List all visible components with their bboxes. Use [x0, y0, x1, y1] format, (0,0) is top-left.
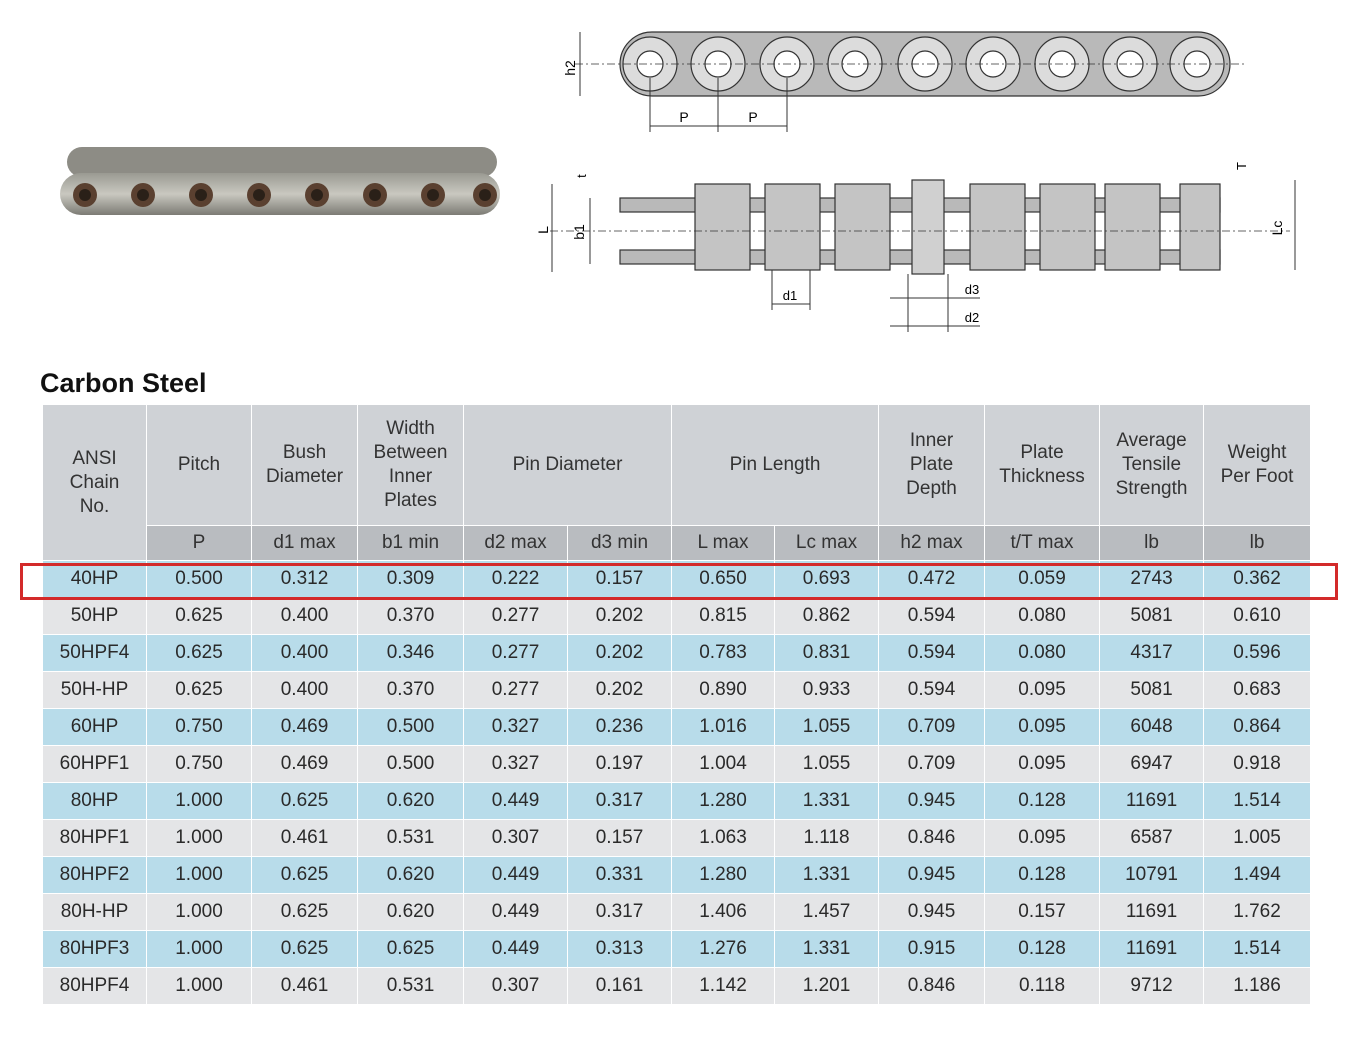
table-cell: 0.370 — [358, 598, 464, 635]
chain-photo — [55, 135, 515, 235]
subheader-cell: h2 max — [879, 526, 985, 561]
table-cell: 0.400 — [252, 635, 358, 672]
table-cell: 6947 — [1100, 746, 1204, 783]
chain-number-cell: 80HP — [43, 783, 147, 820]
header-width-between-plates: Width Between Inner Plates — [358, 405, 464, 526]
b1-label: b1 — [571, 224, 587, 240]
table-cell: 0.080 — [985, 598, 1100, 635]
table-cell: 6048 — [1100, 709, 1204, 746]
table-cell: 0.500 — [358, 746, 464, 783]
table-cell: 1.280 — [672, 857, 775, 894]
table-cell: 1.000 — [147, 968, 252, 1005]
header-weight-per-foot: Weight Per Foot — [1204, 405, 1311, 526]
table-cell: 1.331 — [775, 857, 879, 894]
table-cell: 0.831 — [775, 635, 879, 672]
table-cell: 0.469 — [252, 709, 358, 746]
table-cell: 0.709 — [879, 746, 985, 783]
table-cell: 0.362 — [1204, 561, 1311, 598]
table-cell: 0.594 — [879, 598, 985, 635]
table-cell: 0.317 — [568, 783, 672, 820]
table-cell: 0.312 — [252, 561, 358, 598]
table-cell: 0.277 — [464, 635, 568, 672]
header-bush-diameter: Bush Diameter — [252, 405, 358, 526]
t-label: t — [574, 174, 589, 178]
table-row — [43, 561, 1311, 598]
table-cell: 0.157 — [568, 561, 672, 598]
table-cell: 1.276 — [672, 931, 775, 968]
table-cell: 0.625 — [252, 783, 358, 820]
table-cell: 0.594 — [879, 635, 985, 672]
table-cell: 1.000 — [147, 894, 252, 931]
chain-number-cell: 50H-HP — [43, 672, 147, 709]
table-cell: 1.201 — [775, 968, 879, 1005]
d2-label: d2 — [964, 310, 980, 325]
table-cell: 0.331 — [568, 857, 672, 894]
table-cell: 0.309 — [358, 561, 464, 598]
table-cell: 1.055 — [775, 709, 879, 746]
table-cell: 0.620 — [358, 894, 464, 931]
table-cell: 0.683 — [1204, 672, 1311, 709]
table-cell: 1.055 — [775, 746, 879, 783]
section-title: Carbon Steel — [40, 368, 207, 398]
table-cell: 0.472 — [879, 561, 985, 598]
table-cell: 0.370 — [358, 672, 464, 709]
table-body — [43, 561, 1311, 1005]
table-cell: 1.000 — [147, 931, 252, 968]
chain-number-cell: 80HPF4 — [43, 968, 147, 1005]
table-cell: 0.750 — [147, 746, 252, 783]
table-cell: 0.933 — [775, 672, 879, 709]
table-cell: 1.331 — [775, 931, 879, 968]
table-cell: 1.142 — [672, 968, 775, 1005]
table-cell: 1.186 — [1204, 968, 1311, 1005]
table-cell: 1.514 — [1204, 783, 1311, 820]
subheader-cell: lb — [1204, 526, 1311, 561]
table-cell: 0.750 — [147, 709, 252, 746]
table-cell: 0.161 — [568, 968, 672, 1005]
table-row — [43, 635, 1311, 672]
table-cell: 5081 — [1100, 598, 1204, 635]
table-row — [43, 709, 1311, 746]
table-cell: 0.864 — [1204, 709, 1311, 746]
table-cell: 0.625 — [147, 635, 252, 672]
h2-label: h2 — [562, 60, 578, 76]
table-cell: 0.202 — [568, 672, 672, 709]
table-cell: 0.327 — [464, 709, 568, 746]
header-tensile-strength: Average Tensile Strength — [1100, 405, 1204, 526]
table-cell: 0.202 — [568, 635, 672, 672]
table-cell: 0.500 — [358, 709, 464, 746]
table-cell: 0.222 — [464, 561, 568, 598]
table-cell: 0.625 — [252, 931, 358, 968]
subheader-cell: b1 min — [358, 526, 464, 561]
header-pin-diameter: Pin Diameter — [464, 405, 672, 526]
chain-side-view-diagram — [535, 150, 1300, 340]
table-cell: 0.846 — [879, 968, 985, 1005]
header-plate-thickness: Plate Thickness — [985, 405, 1100, 526]
table-cell: 0.890 — [672, 672, 775, 709]
header-ansi: ANSI Chain No. — [43, 405, 147, 561]
table-cell: 0.625 — [358, 931, 464, 968]
subheader-cell: d2 max — [464, 526, 568, 561]
table-cell: 0.461 — [252, 968, 358, 1005]
table-cell: 0.915 — [879, 931, 985, 968]
subheader-cell: d3 min — [568, 526, 672, 561]
chain-number-cell: 50HP — [43, 598, 147, 635]
table-cell: 0.918 — [1204, 746, 1311, 783]
table-cell: 0.400 — [252, 672, 358, 709]
table-cell: 0.625 — [147, 672, 252, 709]
table-cell: 1.494 — [1204, 857, 1311, 894]
subheader-cell: d1 max — [252, 526, 358, 561]
table-cell: 0.594 — [879, 672, 985, 709]
table-cell: 0.531 — [358, 968, 464, 1005]
table-cell: 0.945 — [879, 894, 985, 931]
table-cell: 1.331 — [775, 783, 879, 820]
chain-number-cell: 60HPF1 — [43, 746, 147, 783]
table-cell: 6587 — [1100, 820, 1204, 857]
chain-top-view-diagram — [555, 18, 1255, 138]
subheader-cell: lb — [1100, 526, 1204, 561]
table-cell: 0.346 — [358, 635, 464, 672]
table-cell: 0.449 — [464, 783, 568, 820]
table-cell: 0.327 — [464, 746, 568, 783]
table-cell: 0.846 — [879, 820, 985, 857]
table-cell: 0.128 — [985, 783, 1100, 820]
table-cell: 0.620 — [358, 857, 464, 894]
subheader-cell: L max — [672, 526, 775, 561]
table-cell: 0.157 — [985, 894, 1100, 931]
table-cell: 0.236 — [568, 709, 672, 746]
table-cell: 0.531 — [358, 820, 464, 857]
table-cell: 1.004 — [672, 746, 775, 783]
table-cell: 0.197 — [568, 746, 672, 783]
table-cell: 0.449 — [464, 931, 568, 968]
table-cell: 0.095 — [985, 820, 1100, 857]
pitch-label-1: P — [679, 109, 689, 125]
table-cell: 0.449 — [464, 894, 568, 931]
table-cell: 4317 — [1100, 635, 1204, 672]
table-cell: 0.596 — [1204, 635, 1311, 672]
chain-number-cell: 80HPF2 — [43, 857, 147, 894]
table-cell: 1.514 — [1204, 931, 1311, 968]
table-cell: 11691 — [1100, 783, 1204, 820]
table-cell: 0.625 — [252, 894, 358, 931]
table-cell: 1.762 — [1204, 894, 1311, 931]
table-cell: 2743 — [1100, 561, 1204, 598]
table-cell: 1.406 — [672, 894, 775, 931]
table-cell: 0.400 — [252, 598, 358, 635]
table-cell: 0.307 — [464, 968, 568, 1005]
subheader-cell: P — [147, 526, 252, 561]
table-cell: 1.000 — [147, 820, 252, 857]
table-cell: 11691 — [1100, 931, 1204, 968]
header-pin-length: Pin Length — [672, 405, 879, 526]
table-cell: 1.457 — [775, 894, 879, 931]
table-cell: 0.095 — [985, 672, 1100, 709]
table-cell: 0.650 — [672, 561, 775, 598]
table-cell: 0.610 — [1204, 598, 1311, 635]
table-cell: 0.128 — [985, 931, 1100, 968]
chain-number-cell: 80H-HP — [43, 894, 147, 931]
table-cell: 0.449 — [464, 857, 568, 894]
table-cell: 0.277 — [464, 672, 568, 709]
table-cell: 10791 — [1100, 857, 1204, 894]
chain-number-cell: 40HP — [43, 561, 147, 598]
chain-number-cell: 80HPF1 — [43, 820, 147, 857]
subheader-cell: Lc max — [775, 526, 879, 561]
table-row — [43, 672, 1311, 709]
table-cell: 0.080 — [985, 635, 1100, 672]
table-row — [43, 598, 1311, 635]
table-cell: 0.945 — [879, 857, 985, 894]
table-row — [43, 894, 1311, 931]
table-row — [43, 968, 1311, 1005]
table-cell: 1.005 — [1204, 820, 1311, 857]
table-row — [43, 746, 1311, 783]
header-pitch: Pitch — [147, 405, 252, 526]
table-cell: 0.118 — [985, 968, 1100, 1005]
chain-number-cell: 60HP — [43, 709, 147, 746]
table-cell: 0.693 — [775, 561, 879, 598]
table-cell: 1.000 — [147, 857, 252, 894]
table-cell: 0.625 — [252, 857, 358, 894]
table-cell: 0.461 — [252, 820, 358, 857]
table-cell: 1.000 — [147, 783, 252, 820]
table-cell: 0.307 — [464, 820, 568, 857]
table-cell: 0.277 — [464, 598, 568, 635]
table-cell: 0.620 — [358, 783, 464, 820]
table-cell: 0.095 — [985, 709, 1100, 746]
table-cell: 0.500 — [147, 561, 252, 598]
table-cell: 1.016 — [672, 709, 775, 746]
table-cell: 0.202 — [568, 598, 672, 635]
table-cell: 0.625 — [147, 598, 252, 635]
table-row — [43, 783, 1311, 820]
subheader-cell: t/T max — [985, 526, 1100, 561]
table-row — [43, 931, 1311, 968]
chain-number-cell: 50HPF4 — [43, 635, 147, 672]
table-row — [43, 857, 1311, 894]
header-inner-plate-depth: Inner Plate Depth — [879, 405, 985, 526]
table-cell: 0.469 — [252, 746, 358, 783]
table-cell: 0.783 — [672, 635, 775, 672]
table-cell: 5081 — [1100, 672, 1204, 709]
table-cell: 11691 — [1100, 894, 1204, 931]
table-row — [43, 820, 1311, 857]
table-cell: 0.317 — [568, 894, 672, 931]
table-cell: 0.157 — [568, 820, 672, 857]
Lc-label: Lc — [1269, 220, 1285, 236]
chain-number-cell: 80HPF3 — [43, 931, 147, 968]
T-label: T — [1234, 162, 1249, 170]
spec-table — [42, 404, 1311, 1005]
table-cell: 1.280 — [672, 783, 775, 820]
table-cell: 0.128 — [985, 857, 1100, 894]
table-cell: 0.709 — [879, 709, 985, 746]
table-cell: 9712 — [1100, 968, 1204, 1005]
table-cell: 0.815 — [672, 598, 775, 635]
pitch-label-2: P — [748, 109, 758, 125]
table-cell: 0.313 — [568, 931, 672, 968]
table-cell: 0.862 — [775, 598, 879, 635]
d3-label: d3 — [964, 282, 980, 297]
table-cell: 0.095 — [985, 746, 1100, 783]
table-cell: 0.945 — [879, 783, 985, 820]
d1-label: d1 — [782, 288, 798, 303]
table-cell: 0.059 — [985, 561, 1100, 598]
table-cell: 1.118 — [775, 820, 879, 857]
table-cell: 1.063 — [672, 820, 775, 857]
L-label: L — [535, 226, 551, 234]
